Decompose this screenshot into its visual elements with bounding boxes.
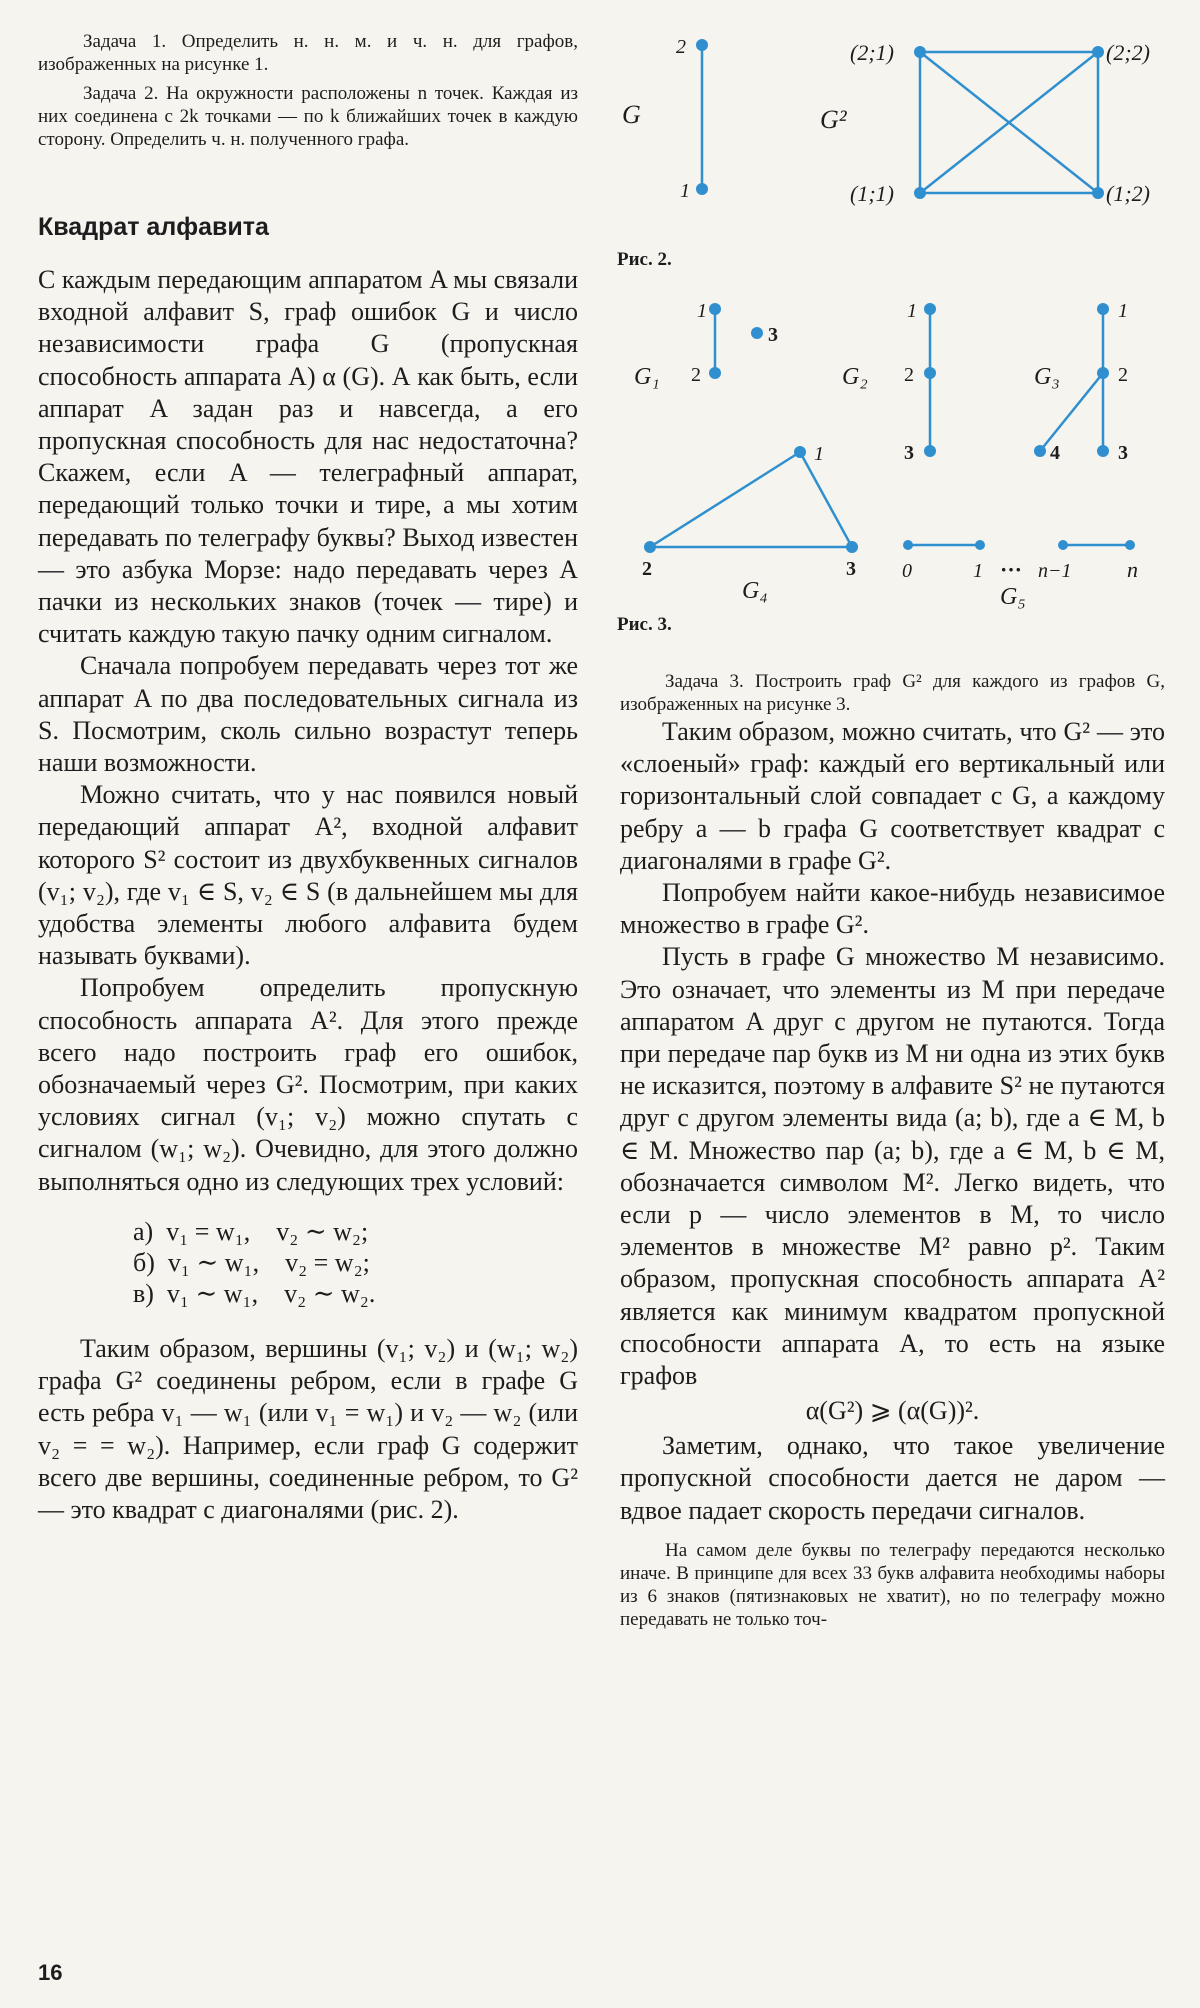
condition-b: б) v₁ ∼ w₁, v₂ = w₂; — [133, 1247, 370, 1277]
right-paragraph-3: Пусть в графе G множество M независимо. Это означает, что элементы из M при передаче аппаратом A друг с другом не путаются. Тогда при передаче пар букв из M ни одна из этих букв не исказится, поэтому в алфавите S² не путаются друг с другом элементы вида (a; b), где a ∈ M, b ∈ M. Множество пар (a; b), где a ∈ M, b ∈ M, обозначается символом M². Легко видеть, что если p — число элементов в M, то число элементов в множестве M² равно p². Таким образом, пропускная способность аппарата A² является как минимум квадратом пропускной способности аппарата A, то есть на языке графов — [620, 942, 1165, 1391]
fig2-g-vertex-2 — [696, 39, 708, 51]
paragraph-3: Можно считать, что у нас появился новый передающий аппарат A², входной алфавит которого S² состоит из двухбуквенных сигналов (v₁; v₂), где v₁ ∈ S, v₂ ∈ S (в дальнейшем мы для удобства элементы любого алфавита будем называть буквами). — [38, 780, 578, 971]
g3-v2: 2 — [1118, 364, 1128, 386]
problem-3: Задача 3. Построить граф G² для каждого из графов G, изображенных на рисунке 3. — [620, 671, 1165, 715]
fig2-g2-label: G² — [820, 105, 847, 134]
right-paragraph-4: Заметим, однако, что такое увеличение пропускной способности дается не даром — вдвое падает скорость передачи сигналов. — [620, 1431, 1165, 1525]
g2-vertex-1 — [924, 303, 936, 315]
g5-vn: n — [1127, 557, 1138, 582]
g1-v2: 2 — [691, 364, 701, 386]
g1-v3: 3 — [768, 324, 778, 346]
fig2-sq-br-label: (1;2) — [1106, 181, 1150, 206]
fig2-g-vertex-1 — [696, 183, 708, 195]
g4-vertex-2 — [644, 541, 656, 553]
g3-label: G₃ — [1034, 364, 1060, 390]
g5-vertex-0 — [903, 540, 913, 550]
g2-label: G₂ — [842, 364, 868, 390]
paragraph-1: С каждым передающим аппаратом A мы связали входной алфавит S, граф ошибок G и число независимости графа G (пропускная способность аппарата A) α (G). А как быть, если аппарат A задан раз и навсегда, а его пропускная способность для нас недостаточна? Скажем, если A — телеграфный аппарат, передающий только точки и тире, а мы хотим передавать по телеграфу буквы? Выход известен — это азбука Морзе: надо передавать через A пачки из нескольких знаков (точек — тире) и считать каждую такую пачку одним сигналом. — [38, 265, 578, 649]
g5-vertex-1 — [975, 540, 985, 550]
fig2-sq-bl-label: (1;1) — [850, 181, 894, 206]
g3-v3: 3 — [1118, 442, 1128, 464]
fig2-sq-vertex-bl — [914, 187, 926, 199]
fig2-caption: Рис. 2. — [617, 249, 672, 270]
g1-vertex-3 — [751, 327, 763, 339]
g4-v2: 2 — [642, 558, 652, 580]
fig3-caption: Рис. 3. — [617, 614, 672, 635]
section-heading: Квадрат алфавита — [38, 213, 269, 241]
g3-vertex-3 — [1097, 445, 1109, 457]
g4-triangle — [650, 452, 852, 547]
g4-v1: 1 — [814, 443, 824, 465]
fig2-sq-tr-label: (2;2) — [1106, 40, 1150, 65]
capacity-inequality: α(G²) ⩾ (α(G))². — [805, 1396, 980, 1426]
condition-a: а) v₁ = w₁, v₂ ∼ w₂; — [133, 1216, 369, 1246]
g5-vertex-n-1 — [1058, 540, 1068, 550]
fig2-sq-vertex-tl — [914, 46, 926, 58]
problem-1: Задача 1. Определить н. н. м. и ч. н. для графов, изображенных на рисунке 1. — [38, 31, 578, 75]
paragraph-5: Таким образом, вершины (v₁; v₂) и (w₁; w₂) графа G² соединены ребром, если в графе G есть ребра v₁ — w₁ (или v₁ = w₁) и v₂ — w₂ (или v₂ = = w₂). Например, если граф G содержит всего две вершины, соединенные ребром, то G² — это квадрат с диагоналями (рис. 2). — [38, 1333, 578, 1524]
problem-2: Задача 2. На окружности расположены n точек. Каждая из них соединена с 2k точками — по k ближайших точек в каждую сторону. Определить ч. н. полученного графа. — [38, 83, 578, 150]
g3-v4: 4 — [1050, 442, 1060, 464]
g2-v2: 2 — [904, 364, 914, 386]
g2-vertex-2 — [924, 367, 936, 379]
paragraph-4: Попробуем определить пропускную способность аппарата A². Для этого прежде всего надо построить граф его ошибок, обозначаемый через G². Посмотрим, при каких условиях сигнал (v₁; v₂) можно спутать с сигналом (w₁; w₂). Очевидно, для этого должно выполняться одно из следующих трех условий: — [38, 973, 578, 1196]
g5-label: G₅ — [1000, 584, 1026, 610]
condition-c: в) v₁ ∼ w₁, v₂ ∼ w₂. — [133, 1278, 376, 1308]
g2-v1: 1 — [907, 300, 917, 322]
g4-label: G₄ — [742, 578, 768, 604]
page-number: 16 — [38, 1960, 63, 1985]
g5-dots: ··· — [1000, 557, 1023, 582]
g2-v3: 3 — [904, 442, 914, 464]
fig2-v-bottom: 1 — [680, 180, 690, 202]
fig2-sq-vertex-br — [1092, 187, 1104, 199]
g5-v1: 1 — [973, 560, 983, 582]
g2-vertex-3 — [924, 445, 936, 457]
g1-vertex-1 — [709, 303, 721, 315]
right-paragraph-1: Таким образом, можно считать, что G² — это «слоеный» граф: каждый его вертикальный или горизонтальный слой совпадает с G, а каждому ребру a — b графа G соответствует квадрат с диагоналями в графе G². — [620, 717, 1165, 875]
paragraph-2: Сначала попробуем передавать через тот же аппарат A по два последовательных сигнала из S. Посмотрим, сколь сильно возрастут теперь наши возможности. — [38, 651, 578, 778]
g3-vertex-4 — [1034, 445, 1046, 457]
g5-vertex-n — [1125, 540, 1135, 550]
fig2-sq-tl-label: (2;1) — [850, 40, 894, 65]
g5-v0: 0 — [902, 560, 912, 582]
g4-v3: 3 — [846, 558, 856, 580]
g1-v1: 1 — [697, 300, 707, 322]
g1-vertex-2 — [709, 367, 721, 379]
g1-label: G₁ — [634, 364, 660, 390]
right-column — [620, 670, 1165, 1631]
g4-vertex-3 — [846, 541, 858, 553]
g5-vn1: n−1 — [1038, 560, 1072, 582]
fig2-sq-vertex-tr — [1092, 46, 1104, 58]
g3-vertex-2 — [1097, 367, 1109, 379]
fig2-v-top: 2 — [676, 36, 686, 58]
g4-vertex-1 — [794, 446, 806, 458]
left-column — [38, 30, 578, 1526]
fig2-g-label: G — [622, 100, 641, 129]
conditions-list — [133, 1216, 578, 1309]
g3-v1: 1 — [1118, 300, 1128, 322]
g3-vertex-1 — [1097, 303, 1109, 315]
footnote: На самом деле буквы по телеграфу передаются несколько иначе. В принципе для всех 33 букв алфавита необходимы наборы из 6 знаков (пятизнаковых не хватит), но по телеграфу можно передавать не только точ- — [620, 1539, 1165, 1630]
right-paragraph-2: Попробуем найти какое-нибудь независимое множество в графе G². — [620, 878, 1165, 940]
